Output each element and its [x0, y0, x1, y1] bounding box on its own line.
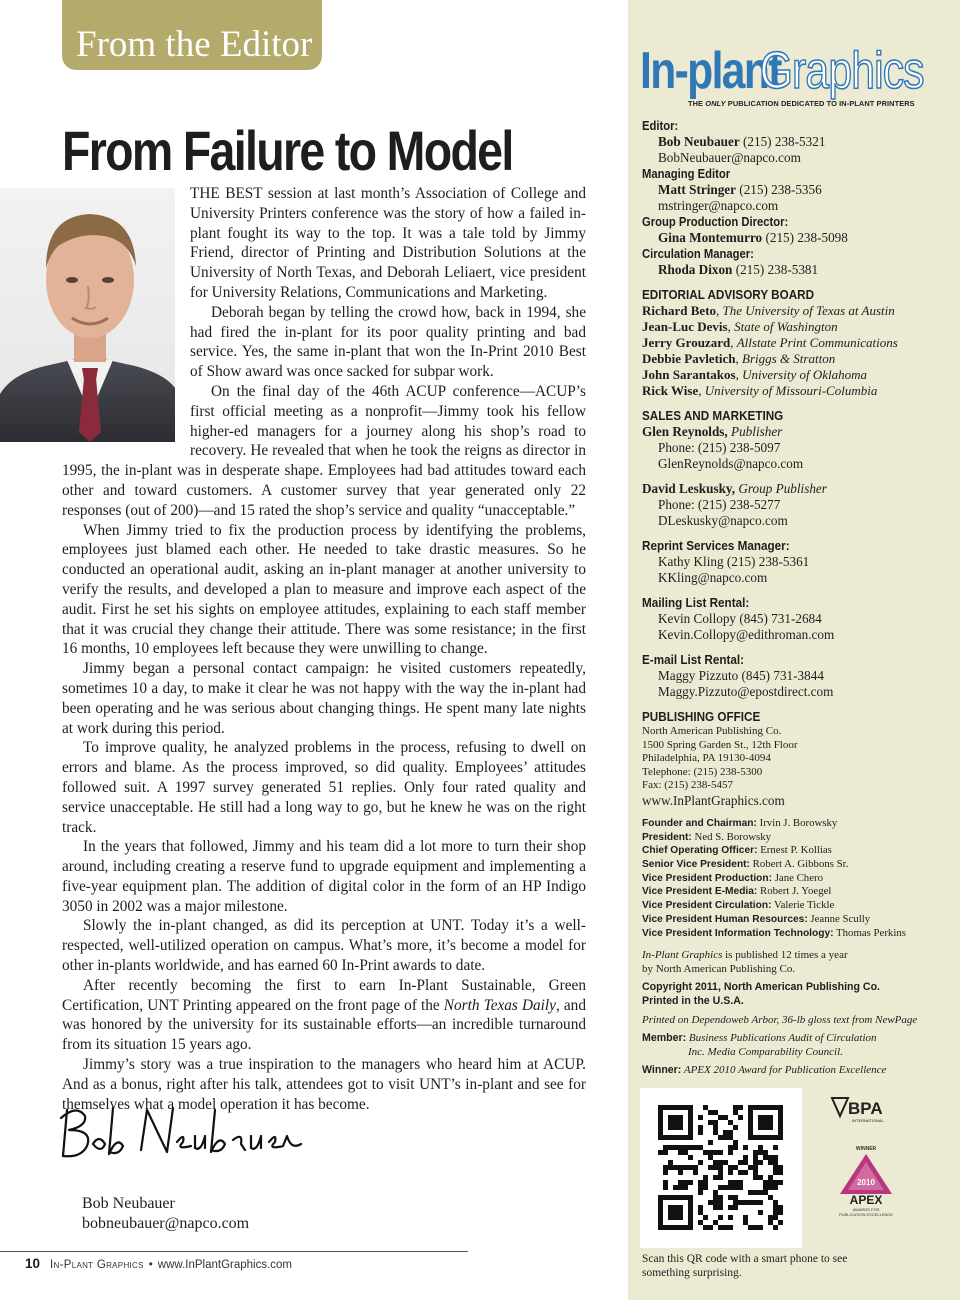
officer-row: President: Ned S. Borowsky [642, 830, 772, 843]
logo-text-in-plant: In-plant [640, 42, 781, 101]
article-body [62, 184, 586, 1114]
article-paragraph: Jimmy’s story was a true inspiration to the managers who heard him at ACUP. And as a bonus, right after his talk, attendees got to visit UNT’s in-plant and see for themselves what a model operation it has become. [62, 1056, 586, 1113]
svg-text:APEX: APEX [849, 1193, 883, 1207]
qr-code-image [640, 1088, 802, 1248]
article-paragraph: On the final day of the 46th ACUP conference—ACUP’s first official meeting as a nonprofit—Jimmy took his fellow higher-ed managers for a journey along his shop’s road to recovery. He revealed that when he took the reigns as director in 1995, the in-plant was in desperate shape. Employees had bad attitudes toward each other and toward customers. A customer survey that year generated only 22 responses (out of 200)—and 15 rated the shop’s service and quality “unacceptable.” [62, 382, 586, 519]
section-tab [62, 0, 322, 70]
email-list-title: E-mail List Rental: [642, 652, 745, 667]
newspaper-title: North Texas Daily [443, 996, 556, 1014]
board-member: Richard Beto, The University of Texas at Austin [642, 303, 895, 318]
winner-line: Winner: APEX 2010 Award for Publication Excellence [642, 1064, 887, 1077]
reprint-email: KKling@napco.com [658, 570, 768, 585]
reprint-contact: Kathy Kling (215) 238-5361 [658, 554, 810, 569]
qr-code-caption: Scan this QR code with a smart phone to see something surprising. [642, 1253, 848, 1279]
section-tab-label: From the Editor [76, 24, 313, 65]
logo-text-graphics: Graphics [759, 42, 924, 101]
email-list-contact: Maggy Pizzuto (845) 731-3844 [658, 668, 824, 683]
corporate-officers [642, 817, 942, 940]
officer-row: Vice President Human Resources: Jeanne Scully [642, 912, 871, 925]
editor-email: BobNeubauer@napco.com [658, 150, 801, 165]
bpa-logo-text: BPA [848, 1099, 883, 1118]
publishing-website: www.InPlantGraphics.com [642, 792, 785, 808]
handwritten-signature [55, 1100, 325, 1170]
footer-url: www.InPlantGraphics.com [157, 1259, 293, 1271]
sales-phone: Phone: (215) 238-5097 [658, 440, 781, 455]
svg-text:PUBLICATION EXCELLENCE: PUBLICATION EXCELLENCE [839, 1212, 893, 1217]
article-paragraph: After recently becoming the first to earn In-Plant Sustainable, Green Certification, UNT Printing appeared on the front page of the North Texas Daily, and was honored by the university for its sustainable efforts—an incredible turnaround from its situation 15 years ago. [62, 976, 586, 1054]
reprint-title: Reprint Services Manager: [642, 538, 790, 553]
article-paragraph: In the years that followed, Jimmy and his team did a lot more to turn their shop around, including creating a reserve fund to upgrade equipment and implementing a five-year equipment plan. The addition of digital color in the form of an HP Indigo 3050 in 2002 was a major milestone. [62, 838, 586, 915]
production-director-contact: Gina Montemurro (215) 238-5098 [658, 230, 848, 245]
page-number: 10 [25, 1256, 41, 1271]
paper-stock-line: Printed on Dependoweb Arbor, 36-lb gloss text from NewPage [642, 1013, 918, 1026]
sales-contact: David Leskusky, Group Publisher [642, 481, 827, 496]
mailing-list-title: Mailing List Rental: [642, 595, 750, 610]
sales-phone: Phone: (215) 238-5277 [658, 497, 781, 512]
article-paragraph: When Jimmy tried to fix the production process by identifying the problems, employees just blamed each other. He needed to take drastic measures. So he conducted an operational audit, asking an in-plant manager at another university to verify the results, and developed a plan to measure and improve each aspect of the audit. First he set his sights on employee attitudes, explaining to each staff member that it was crucial they change their attitude. There was some resistance; in the first 16 months, 10 employees left because they were unwilling to change. [62, 521, 586, 658]
svg-text:2010: 2010 [857, 1178, 875, 1187]
sales-heading: SALES AND MARKETING [642, 408, 784, 423]
sales-email: GlenReynolds@napco.com [658, 456, 804, 471]
managing-editor-contact: Matt Stringer (215) 238-5356 [658, 182, 822, 197]
copyright-line: Copyright 2011, North American Publishing Co. [642, 981, 881, 994]
qr-code[interactable] [640, 1088, 802, 1248]
footer-separator: • [148, 1259, 153, 1271]
officer-row: Vice President E-Media: Robert J. Yoegel [642, 885, 832, 898]
article-paragraph: Jimmy began a personal contact campaign: he visited customers repeatedly, sometimes 10 a day, to make it clear he was not happy with the way the in-plant had been operating and he was serious about changing things. He spent many late nights at work during this period. [62, 660, 586, 737]
masthead-credits [642, 118, 942, 1078]
logo-tagline: THE ONLY PUBLICATION DEDICATED TO IN-PLANT PRINTERS [688, 99, 915, 108]
officer-row: Founder and Chairman: Irvin J. Borowsky [642, 816, 838, 829]
production-director-title: Group Production Director: [642, 215, 789, 229]
board-member: Debbie Pavletich, Briggs & Stratton [642, 351, 836, 366]
advisory-board-heading: EDITORIAL ADVISORY BOARD [642, 287, 815, 302]
svg-text:INTERNATIONAL: INTERNATIONAL [852, 1118, 884, 1123]
mailing-list-email: Kevin.Collopy@edithroman.com [658, 627, 835, 642]
mailing-list-contact: Kevin Collopy (845) 731-2684 [658, 611, 822, 626]
signature-email: bobneubauer@napco.com [82, 1215, 250, 1232]
board-member: Jean-Luc Devis, State of Washington [642, 319, 838, 334]
apex-award-badge [826, 1140, 906, 1222]
footer-rule [0, 1251, 468, 1252]
circulation-manager-contact: Rhoda Dixon (215) 238-5381 [658, 262, 819, 277]
article-paragraph: To improve quality, he analyzed problems in the process, refusing to dwell on errors and blame. As the process improved, so did quality. Employees’ attitudes followed suit. A 1997 survey generated 51 replies. Only four rated quality and service unacceptable. He still had a long way to go, but he knew he was on the right track. [62, 739, 586, 836]
signature-name: Bob Neubauer [82, 1195, 175, 1212]
svg-text:WINNER: WINNER [855, 1146, 877, 1152]
publishing-office-heading: PUBLISHING OFFICE [642, 709, 761, 724]
officer-row: Chief Operating Officer: Ernest P. Kollias [642, 844, 832, 857]
in-plant-graphics-logo [640, 40, 924, 101]
bpa-logo [830, 1094, 900, 1128]
page-footer [25, 1256, 292, 1271]
officer-row: Senior Vice President: Robert A. Gibbons Sr. [642, 858, 849, 871]
circulation-manager-title: Circulation Manager: [642, 247, 754, 261]
email-list-email: Maggy.Pizzuto@epostdirect.com [658, 684, 834, 699]
managing-editor-title: Managing Editor [642, 167, 731, 181]
sales-email: DLeskusky@napco.com [658, 513, 788, 528]
officer-row: Vice President Circulation: Valerie Tickle [642, 899, 835, 912]
article-paragraph: Deborah began by telling the crowd how, back in 1994, she had fired the in-plant for its poor quality printing and bad service. Yes, the same in-plant that won the In-Print 2010 Best of Show award was once sacked for subpar work. [190, 303, 586, 381]
editor-title: Editor: [642, 119, 679, 133]
headline: From Failure to Model [62, 119, 513, 182]
publication-info: In-Plant Graphics is published 12 times a year by North American Publishing Co. Copyright 2011, North American Publishing Co. Printed in the U.S.A. Printed on Dependoweb Arbor, 36-lb gloss text from NewPage Member: Business Publications Audit of Circulation Inc. Media Comparability Council. Winner: APEX 2010 Award for Publication Excellence [642, 949, 942, 1078]
sales-contact: Glen Reynolds, Publisher [642, 424, 783, 439]
svg-text:AWARDS FOR: AWARDS FOR [852, 1207, 880, 1212]
printed-in-line: Printed in the U.S.A. [642, 995, 744, 1008]
board-member: Jerry Grouzard, Allstate Print Communications [642, 335, 898, 350]
editor-contact: Bob Neubauer (215) 238-5321 [658, 134, 826, 149]
officer-row: Vice President Production: Jane Chero [642, 871, 823, 884]
officer-row: Vice President Information Technology: Thomas Perkins [642, 926, 906, 939]
publishing-office-address: North American Publishing Co. 1500 Spring Garden St., 12th Floor Philadelphia, PA 19130-4094 Telephone: (215) 238-5300 Fax: (215) 238-5457 [642, 725, 798, 792]
managing-editor-email: mstringer@napco.com [658, 198, 779, 213]
article-paragraph: THE BEST session at last month’s Association of College and University Printers conference was the story of how a failed in-plant fought its way to the top. It was a tale told by Jimmy Friend, director of Printing and Distribution Solutions at the University of North Texas, and Deborah Leliaert, vice president for University Relations, Communications and Marketing. [190, 185, 586, 301]
article-paragraph: Slowly the in-plant changed, as did its perception at UNT. Today it’s a well-respected, well-utilized operation on campus. What’s more, it’s become a model for other in-plants worldwide, and has earned 60 In-Print awards to date. [62, 917, 586, 975]
board-member: Rick Wise, University of Missouri-Columbia [642, 383, 878, 398]
member-line: Member: Business Publications Audit of Circulation [642, 1032, 877, 1045]
magazine-name: In-Plant Graphics [50, 1259, 144, 1271]
board-member: John Sarantakos, University of Oklahoma [642, 367, 867, 382]
